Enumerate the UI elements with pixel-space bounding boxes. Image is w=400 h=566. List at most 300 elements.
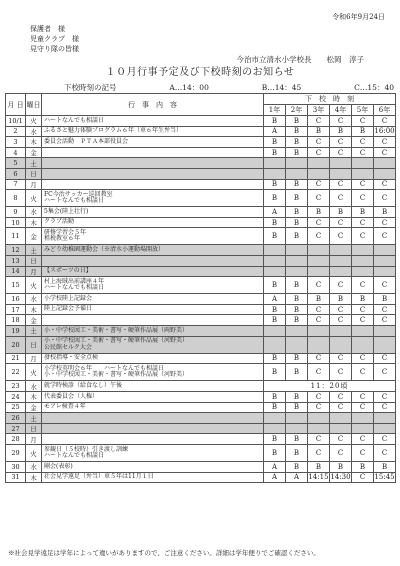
dismissal-time-cell: C — [352, 277, 374, 294]
dismissal-time-cell — [286, 255, 308, 266]
dismissal-time-cell: C — [352, 364, 374, 381]
dismissal-time-cell: C — [374, 445, 396, 462]
dismissal-time-cell: B — [286, 147, 308, 158]
table-row — [6, 325, 396, 336]
dismissal-time-cell: C — [352, 137, 374, 148]
date-cell: 27 — [6, 423, 26, 434]
table-row — [6, 245, 396, 256]
dismissal-time-cell — [330, 168, 352, 179]
dismissal-time-cell — [286, 413, 308, 424]
header-grade: 5年 — [352, 105, 374, 116]
event-line: 代表委員会（人権） — [44, 392, 99, 400]
dismissal-time-cell: B — [308, 207, 330, 218]
document-date: 令和6年9月24日 — [332, 13, 385, 21]
table-row — [6, 381, 396, 392]
weekday-cell: 水 — [26, 294, 42, 305]
dismissal-time-cell: C — [352, 315, 374, 326]
weekday-cell: 木 — [26, 137, 42, 148]
header-events: 行 事 内 容 — [42, 94, 264, 116]
dismissal-time-cell — [374, 413, 396, 424]
events-cell — [42, 325, 264, 336]
date-cell: 15 — [6, 277, 26, 294]
events-cell — [42, 190, 264, 207]
events-cell — [42, 413, 264, 424]
table-row — [6, 392, 396, 403]
weekday-cell: 木 — [26, 217, 42, 228]
dismissal-time-cell: B — [286, 228, 308, 245]
dismissal-time-cell: C — [330, 445, 352, 462]
events-cell — [42, 116, 264, 127]
dismissal-time-cell: C — [352, 304, 374, 315]
table-row — [6, 336, 396, 353]
dismissal-time-cell: C — [330, 217, 352, 228]
event-line: ハートなんでも相談日 — [44, 284, 105, 292]
dismissal-time-cell — [308, 336, 330, 353]
date-cell: 9 — [6, 207, 26, 218]
events-cell — [42, 336, 264, 353]
dismissal-time-cell: 14:30 — [330, 473, 351, 482]
table-row — [6, 445, 396, 462]
date-cell: 25 — [6, 402, 26, 413]
weekday-cell: 月 — [26, 434, 42, 445]
header-grade: 1年 — [264, 105, 286, 116]
dismissal-time-cell — [264, 325, 286, 336]
date-cell: 19 — [6, 325, 26, 336]
events-cell — [42, 217, 264, 228]
dismissal-time-cell: B — [374, 462, 396, 473]
table-row — [6, 304, 396, 315]
dismissal-time-cell: C — [330, 402, 352, 413]
dismissal-time-cell: C — [374, 353, 396, 364]
dismissal-time-cell — [352, 158, 374, 169]
dismissal-time-span: 11：20頃 — [264, 381, 396, 392]
events-cell — [42, 364, 264, 381]
weekday-cell: 日 — [26, 168, 42, 179]
dismissal-time-cell: B — [286, 445, 308, 462]
dismissal-time-cell: C — [352, 217, 374, 228]
table-row — [6, 462, 396, 473]
dismissal-time-cell: B — [286, 126, 308, 137]
table-row — [6, 168, 396, 179]
dismissal-time-cell: C — [352, 179, 374, 190]
dismissal-time-cell: B — [330, 207, 352, 218]
table-row — [6, 137, 396, 148]
dismissal-time-cell: B — [264, 190, 286, 207]
header-grade: 2年 — [286, 105, 308, 116]
dismissal-time-cell: C — [374, 277, 396, 294]
dismissal-time-cell: B — [264, 364, 286, 381]
dismissal-time-cell: C — [308, 228, 330, 245]
dismissal-time-cell: C — [374, 402, 396, 413]
events-cell — [42, 179, 264, 190]
weekday-cell: 日 — [26, 336, 42, 353]
table-row — [6, 217, 396, 228]
date-cell: 7 — [6, 179, 26, 190]
dismissal-time-cell: 16:00 — [374, 127, 395, 136]
event-line: 5集会(陸上壮行) — [44, 207, 89, 215]
dismissal-time-cell — [308, 413, 330, 424]
dismissal-time-cell: C — [352, 116, 374, 127]
date-cell: 24 — [6, 392, 26, 403]
events-cell — [42, 228, 264, 245]
date-cell: 16 — [6, 294, 26, 305]
dismissal-time-cell — [352, 255, 374, 266]
dismissal-time-cell: C — [352, 190, 374, 207]
dismissal-time-cell — [286, 423, 308, 434]
dismissal-time-cell: B — [352, 207, 374, 218]
dismissal-time-cell — [330, 336, 352, 353]
weekday-cell: 土 — [26, 325, 42, 336]
dismissal-time-cell — [374, 255, 396, 266]
date-cell: 8 — [6, 190, 26, 207]
events-cell — [42, 207, 264, 218]
table-row — [6, 207, 396, 218]
events-cell — [42, 472, 264, 483]
event-line: 村上海賊出前講座４年 — [44, 277, 105, 285]
event-line: 委員会活動 ＰＴＡ本部役員会 — [44, 137, 129, 145]
dismissal-time-cell: B — [264, 445, 286, 462]
dismissal-time-cell: C — [374, 116, 396, 127]
header-grade: 4年 — [330, 105, 352, 116]
weekday-cell: 金 — [26, 147, 42, 158]
dismissal-time-cell: B — [286, 277, 308, 294]
header-dismissal: 下 校 時 刻 — [264, 94, 396, 105]
dismissal-time-cell: C — [374, 137, 396, 148]
weekday-cell: 火 — [26, 277, 42, 294]
events-cell — [42, 158, 264, 169]
dismissal-time-cell — [374, 168, 396, 179]
table-row — [6, 364, 396, 381]
weekday-cell: 日 — [26, 255, 42, 266]
dismissal-time-cell — [330, 325, 352, 336]
dismissal-time-cell: C — [330, 190, 352, 207]
date-cell: 28 — [6, 434, 26, 445]
dismissal-time-cell: C — [374, 228, 396, 245]
dismissal-time-cell: C — [308, 434, 330, 445]
date-cell: 31 — [6, 472, 26, 483]
dismissal-time-cell — [308, 245, 330, 256]
event-line: みどり幼稚園運動会（※清水小運動場開放） — [44, 245, 165, 253]
date-cell: 22 — [6, 364, 26, 381]
dismissal-time-cell: C — [308, 147, 330, 158]
dismissal-time-cell: C — [308, 364, 330, 381]
dismissal-time-cell — [374, 325, 396, 336]
table-row — [6, 472, 396, 483]
events-cell — [42, 277, 264, 294]
date-cell: 11 — [6, 228, 26, 245]
weekday-cell: 土 — [26, 413, 42, 424]
document-title: １０月行事予定及び下校時刻のお知らせ — [105, 67, 295, 78]
dismissal-time-cell — [352, 413, 374, 424]
dismissal-time-cell: C — [330, 147, 352, 158]
events-cell — [42, 168, 264, 179]
dismissal-time-cell: C — [330, 228, 352, 245]
dismissal-time-cell: B — [352, 126, 374, 137]
dismissal-time-cell: B — [286, 462, 308, 473]
events-cell — [42, 294, 264, 305]
table-row — [6, 423, 396, 434]
events-cell — [42, 255, 264, 266]
dismissal-time-cell: B — [286, 434, 308, 445]
dismissal-time-cell: C — [308, 190, 330, 207]
dismissal-time-cell: C — [308, 392, 330, 403]
dismissal-time-cell: C — [330, 116, 352, 127]
dismissal-time-cell: A — [286, 472, 308, 483]
dismissal-time-cell: C — [374, 392, 396, 403]
dismissal-time-cell: B — [264, 392, 286, 403]
dismissal-time-cell: B — [330, 294, 352, 305]
dismissal-time-cell — [330, 413, 352, 424]
events-cell — [42, 445, 264, 462]
dismissal-time-cell: A — [264, 207, 286, 218]
table-row — [6, 413, 396, 424]
dismissal-time-cell: B — [264, 137, 286, 148]
weekday-cell: 火 — [26, 445, 42, 462]
date-cell: 13 — [6, 255, 26, 266]
event-line: モアレ検査４年 — [44, 403, 86, 411]
dismissal-time-cell: C — [374, 315, 396, 326]
event-line: ハートなんでも相談日 — [44, 197, 105, 205]
events-cell — [42, 315, 264, 326]
dismissal-time-cell: C — [352, 434, 374, 445]
date-cell: 30 — [6, 462, 26, 473]
event-line: 剛会(表彰) — [44, 462, 73, 470]
dismissal-time-cell: C — [308, 116, 330, 127]
dismissal-time-cell: B — [264, 353, 286, 364]
dismissal-time-cell: C — [308, 402, 330, 413]
dismissal-time-cell: A — [264, 472, 286, 483]
dismissal-time-cell: C — [374, 434, 396, 445]
event-line: 公民館セルク大会 — [44, 343, 92, 351]
dismissal-time-cell: A — [264, 462, 286, 473]
table-row — [6, 158, 396, 169]
dismissal-time-cell — [330, 423, 352, 434]
date-cell: 12 — [6, 245, 26, 256]
dismissal-time-cell: C — [308, 137, 330, 148]
dismissal-time-cell: B — [330, 462, 352, 473]
dismissal-time-cell — [286, 325, 308, 336]
weekday-cell: 木 — [26, 472, 42, 483]
dismissal-time-cell: C — [352, 392, 374, 403]
table-row — [6, 179, 396, 190]
addressee-watch-volunteers: 見守り隊の皆様 — [30, 45, 79, 53]
weekday-cell: 火 — [26, 364, 42, 381]
dismissal-time-cell: B — [286, 304, 308, 315]
dismissal-time-cell: C — [352, 472, 374, 483]
dismissal-time-cell — [374, 158, 396, 169]
weekday-cell: 火 — [26, 190, 42, 207]
dismissal-time-cell — [264, 255, 286, 266]
table-row — [6, 147, 396, 158]
dismissal-time-cell: C — [308, 217, 330, 228]
table-row — [6, 315, 396, 326]
table-row — [6, 116, 396, 127]
dismissal-time-cell: B — [264, 277, 286, 294]
events-cell — [42, 434, 264, 445]
dismissal-time-cell: C — [330, 179, 352, 190]
dismissal-time-cell: B — [286, 190, 308, 207]
dismissal-time-cell: B — [264, 217, 286, 228]
dismissal-time-cell: B — [352, 462, 374, 473]
weekday-cell: 木 — [26, 304, 42, 315]
dismissal-time-cell: A — [264, 294, 286, 305]
dismissal-time-cell: B — [352, 294, 374, 305]
dismissal-time-cell: B — [264, 304, 286, 315]
dismissal-time-cell: 14:15 — [308, 473, 329, 482]
dismissal-time-cell: C — [352, 402, 374, 413]
dismissal-time-cell: B — [286, 315, 308, 326]
dismissal-time-cell: B — [286, 402, 308, 413]
event-line: 小学校陸上記録会 — [44, 294, 93, 302]
events-cell — [42, 266, 264, 277]
dismissal-time-cell — [286, 158, 308, 169]
event-line: 陸上記録会予備日 — [44, 305, 93, 313]
dismissal-time-cell: B — [330, 126, 352, 137]
dismissal-time-cell: C — [374, 364, 396, 381]
date-cell: 10/1 — [6, 116, 26, 127]
dismissal-time-cell: B — [286, 294, 308, 305]
author-principal: 今治市立清水小学校長 松岡 淳子 — [236, 55, 364, 64]
dismissal-time-cell: B — [286, 364, 308, 381]
weekday-cell: 月 — [26, 353, 42, 364]
weekday-cell: 土 — [26, 245, 42, 256]
dismissal-time-cell: C — [352, 228, 374, 245]
weekday-cell: 水 — [26, 207, 42, 218]
events-cell — [42, 402, 264, 413]
dismissal-time-cell — [374, 423, 396, 434]
events-cell — [42, 381, 264, 392]
date-cell: 23 — [6, 381, 26, 392]
date-cell: 6 — [6, 168, 26, 179]
event-line: 小・中学校図工・美術・書写・硬筆作品展（河野美） — [44, 337, 189, 345]
date-cell: 5 — [6, 158, 26, 169]
legend-label: 下校時刻の記号 — [64, 83, 117, 92]
dismissal-time-cell: C — [330, 137, 352, 148]
dismissal-time-cell: B — [286, 353, 308, 364]
event-line: 参観日（５校時）引き渡し訓練 — [44, 445, 129, 453]
dismissal-time-cell: B — [264, 179, 286, 190]
dismissal-time-cell — [286, 266, 308, 277]
dismissal-time-cell — [330, 255, 352, 266]
dismissal-time-cell: B — [286, 179, 308, 190]
weekday-cell: 日 — [26, 423, 42, 434]
weekday-cell: 金 — [26, 315, 42, 326]
dismissal-time-cell: C — [374, 190, 396, 207]
date-cell: 29 — [6, 445, 26, 462]
event-line: 小・中学校図工・美術・書写・硬筆作品展（河野美） — [44, 371, 189, 379]
table-row — [6, 353, 396, 364]
dismissal-time-cell: B — [286, 207, 308, 218]
dismissal-time-cell — [352, 168, 374, 179]
addressee-children-club: 児童クラブ 様 — [30, 35, 79, 43]
event-line: 小学校英明会６年 ハートなんでも相談日 — [44, 364, 165, 372]
events-cell — [42, 353, 264, 364]
weekday-cell: 金 — [26, 228, 42, 245]
dismissal-time-cell — [264, 158, 286, 169]
dismissal-time-cell — [286, 168, 308, 179]
dismissal-time-cell: C — [352, 147, 374, 158]
legend-c: C…15：40 — [354, 83, 394, 92]
dismissal-time-cell — [352, 423, 374, 434]
date-cell: 4 — [6, 147, 26, 158]
events-cell — [42, 147, 264, 158]
event-line: ふるさと魅力体験プログラム６年（車６年生弁当） — [44, 127, 182, 135]
dismissal-time-cell — [308, 158, 330, 169]
dismissal-time-cell — [308, 266, 330, 277]
events-cell — [42, 462, 264, 473]
dismissal-time-cell: B — [264, 116, 286, 127]
date-cell: 17 — [6, 304, 26, 315]
event-line: 研修学習会５年 — [44, 229, 87, 237]
table-row — [6, 294, 396, 305]
dismissal-time-cell: C — [308, 445, 330, 462]
dismissal-time-cell: B — [264, 434, 286, 445]
dismissal-time-cell: C — [330, 434, 352, 445]
table-row — [6, 434, 396, 445]
event-line: 租税教室６年 — [44, 235, 81, 243]
dismissal-time-cell — [352, 325, 374, 336]
dismissal-time-cell: B — [308, 126, 330, 137]
dismissal-time-cell: C — [330, 353, 352, 364]
table-row — [6, 228, 396, 245]
dismissal-time-cell: A — [264, 126, 286, 137]
dismissal-time-cell: C — [352, 353, 374, 364]
dismissal-time-cell: C — [308, 277, 330, 294]
dismissal-time-cell: B — [286, 116, 308, 127]
header-weekday: 曜日 — [26, 94, 42, 116]
dismissal-time-cell — [374, 336, 396, 353]
dismissal-time-cell — [308, 255, 330, 266]
date-cell: 3 — [6, 137, 26, 148]
dismissal-time-cell — [264, 266, 286, 277]
dismissal-time-cell: B — [374, 207, 396, 218]
dismissal-time-cell: B — [264, 147, 286, 158]
addressee-guardians: 保護者 様 — [30, 25, 65, 33]
schedule-body — [6, 116, 396, 483]
weekday-cell: 月 — [26, 266, 42, 277]
dismissal-time-cell — [352, 336, 374, 353]
dismissal-time-cell: B — [286, 137, 308, 148]
dismissal-time-cell: C — [330, 277, 352, 294]
dismissal-time-cell — [374, 266, 396, 277]
dismissal-time-cell — [264, 423, 286, 434]
dismissal-time-cell: C — [308, 315, 330, 326]
dismissal-time-cell — [352, 266, 374, 277]
event-line: 小・中学校図工・美術・書写・硬筆作品展（両野美） — [44, 326, 189, 334]
dismissal-time-cell: B — [264, 228, 286, 245]
events-cell — [42, 126, 264, 137]
dismissal-time-cell: B — [264, 402, 286, 413]
event-line: 社会見学遠足（弁当）車５年は11月１日 — [44, 473, 154, 481]
event-line: FC今治サッカー巡回教室 — [44, 190, 113, 198]
events-cell — [42, 304, 264, 315]
dismissal-time-cell: C — [330, 315, 352, 326]
dismissal-time-cell: C — [374, 304, 396, 315]
dismissal-time-cell — [264, 413, 286, 424]
event-line: 就学時検診（給食なし）午後 — [44, 381, 123, 389]
dismissal-time-legend — [64, 82, 394, 93]
weekday-cell: 水 — [26, 462, 42, 473]
date-cell: 14 — [6, 266, 26, 277]
date-cell: 20 — [6, 336, 26, 353]
dismissal-time-cell: C — [374, 179, 396, 190]
dismissal-time-cell — [264, 245, 286, 256]
dismissal-time-cell — [308, 423, 330, 434]
schedule-table — [5, 93, 396, 483]
table-row — [6, 255, 396, 266]
table-row — [6, 402, 396, 413]
dismissal-time-cell — [264, 168, 286, 179]
